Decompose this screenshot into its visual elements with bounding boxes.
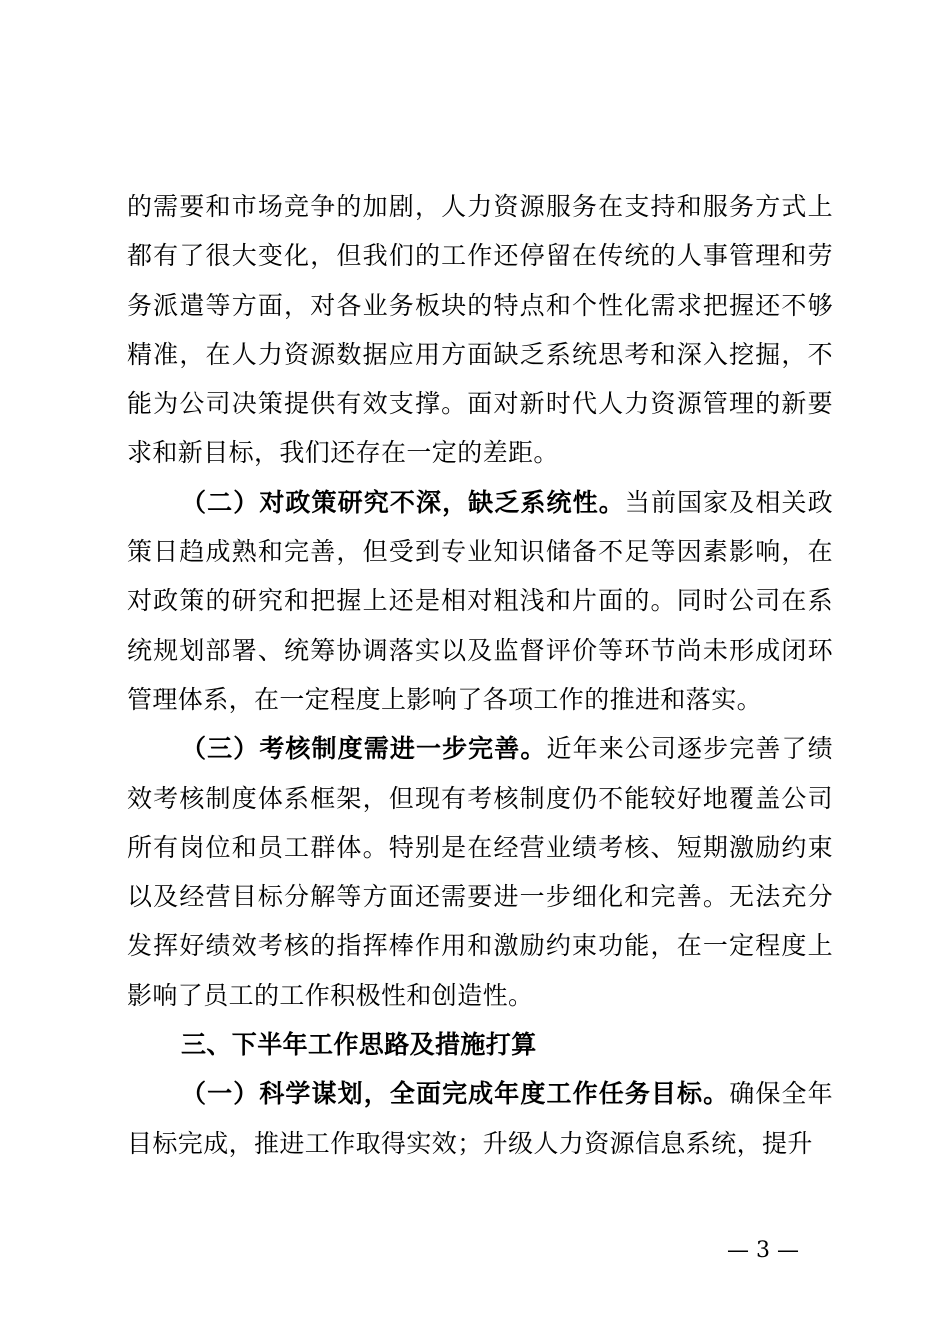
paragraph-lead: （二）对政策研究不深，缺乏系统性。 [181, 487, 625, 517]
paragraph-text: 确保全年目标完成，推进工作取得实效；升级人力资源信息系统，提升 [127, 1079, 833, 1158]
paragraph-scientific-planning [127, 1069, 833, 1168]
paragraph-lead: （三）考核制度需进一步完善。 [181, 734, 547, 764]
paragraph-continuation [127, 182, 833, 478]
paragraph-text: 近年来公司逐步完善了绩效考核制度体系框架，但现有考核制度仍不能较好地覆盖公司所有岗位和员工群体。特别是在经营业绩考核、短期激励约束以及经营目标分解等方面还需要进一步细化和完善。无法充分发挥好绩效考核的指挥棒作用和激励约束功能，在一定程度上影响了员工的工作积极性和创造性。 [127, 734, 833, 1010]
paragraph-text: 当前国家及相关政策日趋成熟和完善，但受到专业知识储备不足等因素影响，在对政策的研究和把握上还是相对粗浅和片面的。同时公司在系统规划部署、统筹协调落实以及监督评价等环节尚未形成闭环管理体系，在一定程度上影响了各项工作的推进和落实。 [127, 487, 833, 714]
section-heading: 三、下半年工作思路及措施打算 [181, 1030, 537, 1060]
paragraph-policy-research [127, 478, 833, 724]
paragraph-assessment-system [127, 724, 833, 1020]
page-number: — 3 — [727, 1238, 799, 1263]
paragraph-text: 的需要和市场竞争的加剧，人力资源服务在支持和服务方式上都有了很大变化，但我们的工作还停留在传统的人事管理和劳务派遣等方面，对各业务板块的特点和个性化需求把握还不够精准，在人力资源数据应用方面缺乏系统思考和深入挖掘，不能为公司决策提供有效支撑。面对新时代人力资源管理的新要求和新目标，我们还存在一定的差距。 [127, 192, 833, 468]
paragraph-lead: （一）科学谋划，全面完成年度工作任务目标。 [181, 1079, 730, 1109]
document-body [127, 182, 833, 1168]
